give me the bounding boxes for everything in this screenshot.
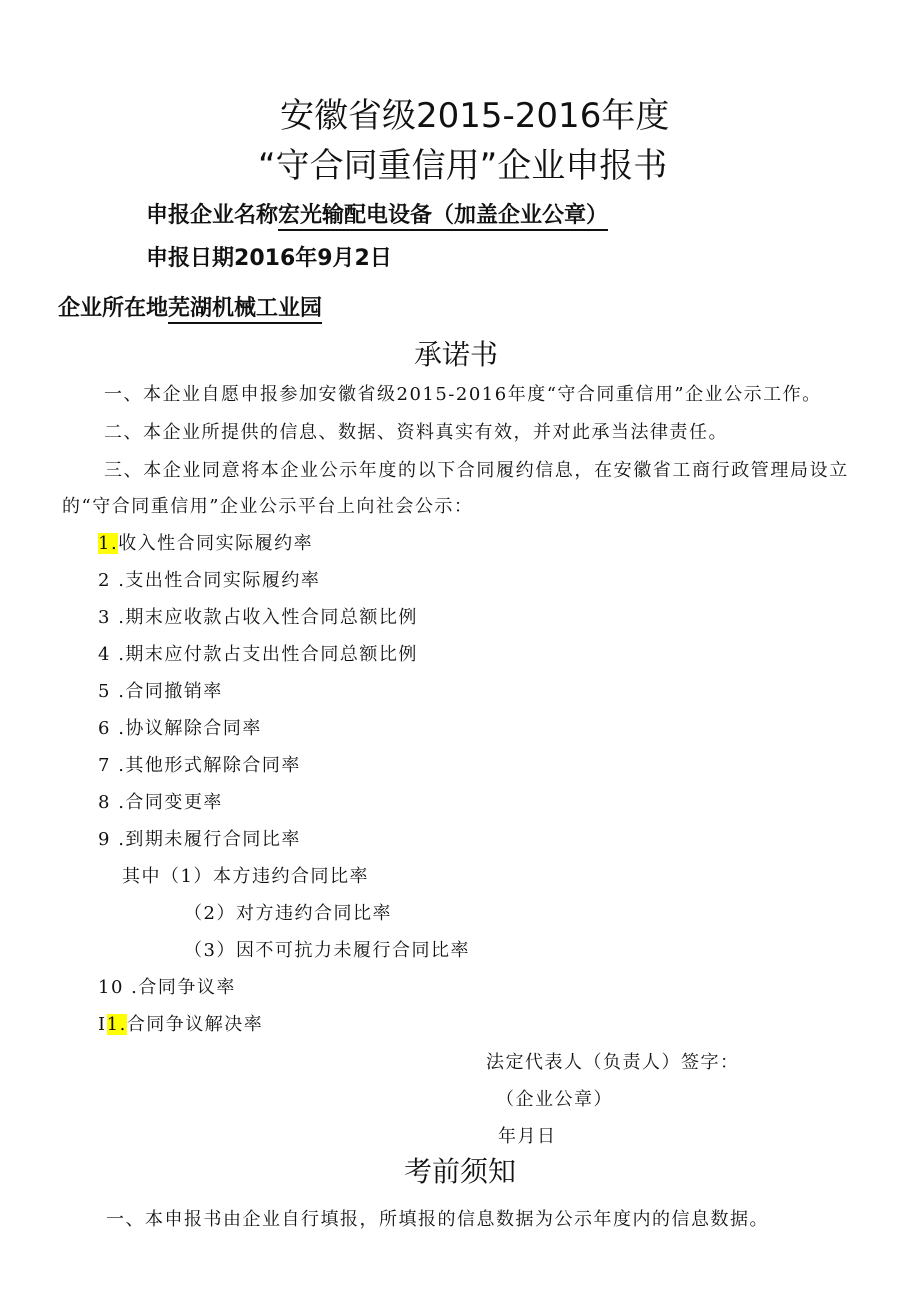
- report-date-label: 申报日期: [146, 246, 235, 271]
- location-value: 芜湖机械工业园: [168, 296, 322, 324]
- signature-line: 法定代表人（负责人）签字：: [486, 1052, 740, 1073]
- list-item-number: 9: [98, 829, 111, 850]
- pledge-para-2: 二、本企业所提供的信息、数据、资料真实有效，并对此承当法律责任。: [104, 422, 728, 443]
- location-row: [58, 291, 322, 322]
- title-line-2: “守合同重信用”企业申报书: [258, 146, 668, 186]
- list-item-text: .合同撤销率: [118, 681, 223, 702]
- list-item-text: 合同争议解决率: [126, 1014, 264, 1035]
- list-item-number: 3: [98, 607, 111, 628]
- list-item-10: 10 .合同争议率: [98, 977, 236, 998]
- list-item: [98, 529, 313, 555]
- list-item-text: 收入性合同实际履约率: [118, 533, 314, 554]
- list-item-text: .协议解除合同率: [118, 718, 262, 739]
- list-item-number: 5: [98, 681, 111, 702]
- list-item: [98, 788, 223, 814]
- report-date-row: [146, 241, 392, 272]
- list-item-text: .合同变更率: [118, 792, 223, 813]
- list-item-number: 2: [98, 570, 111, 591]
- list-item: [98, 677, 223, 703]
- list-item: [98, 603, 418, 629]
- list-item-11: [98, 1010, 263, 1036]
- company-name-label: 申报企业名称: [146, 203, 279, 228]
- sub-item: 其中（1）本方违约合同比率: [122, 866, 369, 887]
- list-item-number: 4: [98, 644, 111, 665]
- notice-heading: 考前须知: [404, 1155, 517, 1188]
- list-item: [98, 825, 301, 851]
- list-item-text: .期末应付款占支出性合同总额比例: [118, 644, 418, 665]
- list-item: [98, 566, 320, 592]
- list-item-text: .支出性合同实际履约率: [118, 570, 321, 591]
- list-item: [98, 714, 262, 740]
- title-line-1: 安徽省级2015-2016年度: [280, 96, 670, 136]
- location-label: 企业所在地: [58, 296, 169, 321]
- sub-item: （2）对方违约合同比率: [184, 903, 392, 924]
- list-item: [98, 751, 301, 777]
- pledge-heading: 承诺书: [414, 338, 499, 371]
- pledge-para-3-line-2: 的“守合同重信用”企业公示平台上向社会公示：: [62, 496, 474, 517]
- list-item-text: .其他形式解除合同率: [118, 755, 301, 776]
- company-name-row: [146, 198, 608, 229]
- seal-line: （企业公章）: [496, 1089, 613, 1110]
- list-item-number: 1.: [106, 1014, 127, 1035]
- list-item-number: 8: [98, 792, 111, 813]
- list-item-text: .到期未履行合同比率: [118, 829, 301, 850]
- list-item-prefix: I: [98, 1014, 107, 1035]
- list-item-number: 7: [98, 755, 111, 776]
- notice-para-1: 一、本申报书由企业自行填报，所填报的信息数据为公示年度内的信息数据。: [106, 1209, 769, 1230]
- sub-item: （3）因不可抗力未履行合同比率: [184, 940, 470, 961]
- report-date-value: 2016年9月2日: [234, 246, 392, 271]
- company-name-value: 宏光输配电设备（加盖企业公章）: [278, 203, 608, 231]
- list-item-number: 1.: [98, 533, 119, 554]
- date-line: 年月日: [498, 1126, 557, 1147]
- list-item-text: .期末应收款占收入性合同总额比例: [118, 607, 418, 628]
- list-item: [98, 640, 418, 666]
- list-item-number: 6: [98, 718, 111, 739]
- pledge-para-1: 一、本企业自愿申报参加安徽省级2015-2016年度“守合同重信用”企业公示工作。: [104, 384, 822, 405]
- pledge-para-3-line-1: 三、本企业同意将本企业公示年度的以下合同履约信息，在安徽省工商行政管理局设立: [104, 460, 849, 481]
